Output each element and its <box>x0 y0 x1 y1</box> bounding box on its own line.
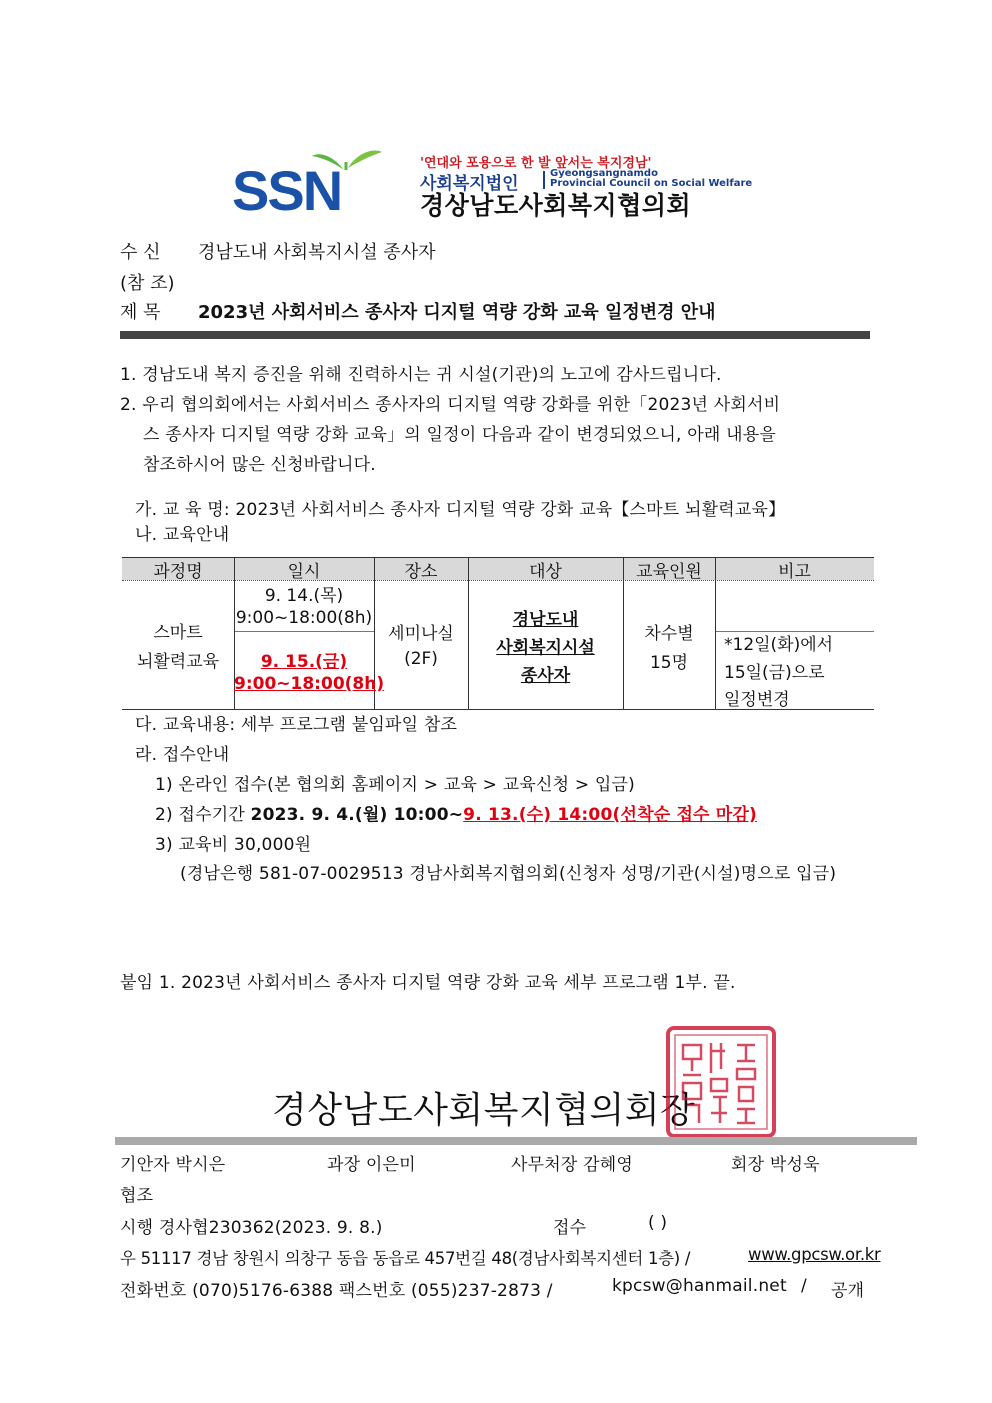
sub-item-2-start: 2023. 9. 4.(월) 10:00~ <box>250 805 464 825</box>
phone-fax: 전화번호 (070)5176-6388 팩스번호 (055)237-2873 / <box>120 1281 553 1301</box>
paragraph-2-line2: 스 종사자 디지털 역량 강화 교육」의 일정이 다음과 같이 변경되었으니, 아래 내용을 <box>143 425 776 445</box>
ssn-logo <box>232 148 394 216</box>
target-line3: 종사자 <box>520 666 571 686</box>
paragraph-2-line1: 2. 우리 협의회에서는 사회서비스 종사자의 디지털 역량 강화를 위한「2023년 사회서비 <box>120 395 781 415</box>
reference-label: (참 조) <box>120 273 175 294</box>
subject: 2023년 사회서비스 종사자 디지털 역량 강화 교육 일정변경 안내 <box>198 302 716 323</box>
bank-info: (경남은행 581-07-0029513 경남사회복지협의회(신청자 성명/기관(시설)명으로 입금) <box>180 864 837 884</box>
enforcement: 시행 경사협230362(2023. 9. 8.) <box>120 1218 383 1238</box>
drafter: 기안자 박시은 <box>120 1155 226 1175</box>
secretary-general: 사무처장 감혜영 <box>511 1155 633 1175</box>
manager: 과장 이은미 <box>327 1155 416 1175</box>
receipt-blank: ( ) <box>648 1213 668 1233</box>
recipient-label: 수 신 <box>120 242 161 263</box>
date-original: 9. 14.(목) <box>264 586 344 606</box>
note-line1: *12일(화)에서 <box>724 635 834 655</box>
sub-item-2-end: 9. 13.(수) 14:00(선착순 접수 마감) <box>463 805 758 825</box>
recipient: 경남도내 사회복지시설 종사자 <box>198 242 436 263</box>
signature-title: 경상남도사회복지협의회장 <box>272 1090 696 1131</box>
header-note: 비고 <box>778 562 811 582</box>
note-line3: 일정변경 <box>724 690 790 710</box>
official-seal <box>665 1025 777 1139</box>
attachment: 붙임 1. 2023년 사회서비스 종사자 디지털 역량 강화 교육 세부 프로그램 1부. 끝. <box>120 973 736 993</box>
note-line2: 15일(금)으로 <box>724 663 825 683</box>
receipt-label: 접수 <box>553 1218 587 1238</box>
header-place: 장소 <box>404 562 438 582</box>
sub-item-1: 1) 온라인 접수(본 협의회 홈페이지 > 교육 > 교육신청 > 입금) <box>155 775 635 795</box>
place-line2: (2F) <box>404 649 438 669</box>
logo-text: SSN <box>232 159 342 216</box>
slogan: '연대와 포용으로 한 발 앞서는 복지경남' <box>420 156 652 171</box>
paragraph-2-line3: 참조하시어 많은 신청바랍니다. <box>143 455 376 475</box>
capacity-line2: 15명 <box>649 653 689 673</box>
address: 우 51117 경남 창원시 의창구 동읍 동읍로 457번길 48(경남사회복지센터 1층) / <box>120 1249 691 1268</box>
time-original: 9:00~18:00(8h) <box>235 608 373 628</box>
title-rule <box>120 331 870 339</box>
disclosure-sep: / <box>801 1276 807 1296</box>
item-ga: 가. 교 육 명: 2023년 사회서비스 종사자 디지털 역량 강화 교육【스마트 뇌활력교육】 <box>135 500 786 520</box>
english-name-line1: Gyeongsangnamdo <box>550 168 658 179</box>
disclosure: 공개 <box>831 1281 865 1301</box>
cooperation: 협조 <box>120 1186 154 1206</box>
corp-label: 사회복지법인 <box>420 174 519 194</box>
sub-item-3: 3) 교육비 30,000원 <box>155 835 312 855</box>
english-name-line2: Provincial Council on Social Welfare <box>550 178 753 189</box>
course-line2: 뇌활력교육 <box>136 652 220 672</box>
org-name: 경상남도사회복지협의회 <box>420 191 692 220</box>
president: 회장 박성욱 <box>731 1155 820 1175</box>
date-changed: 9. 15.(금) <box>260 652 348 672</box>
email: kpcsw@hanmail.net <box>612 1276 787 1296</box>
item-ra: 라. 접수안내 <box>135 745 230 765</box>
website-link[interactable]: www.gpcsw.or.kr <box>748 1245 881 1264</box>
place-line1: 세미나실 <box>388 624 454 644</box>
signature-rule <box>115 1137 917 1145</box>
capacity-line1: 차수별 <box>644 624 694 644</box>
paragraph-1: 1. 경남도내 복지 증진을 위해 진력하시는 귀 시설(기관)의 노고에 감사드립니다. <box>120 365 722 385</box>
item-na: 나. 교육안내 <box>135 525 230 545</box>
sub-item-2-prefix: 2) 접수기간 <box>155 805 251 825</box>
header-capacity: 교육인원 <box>636 562 702 582</box>
target-line2: 사회복지시설 <box>496 638 595 658</box>
schedule-table <box>122 557 874 710</box>
item-da: 다. 교육내용: 세부 프로그램 붙임파일 참조 <box>135 715 458 735</box>
sub-item-2 <box>155 800 757 825</box>
header-course: 과정명 <box>153 562 203 582</box>
course-line1: 스마트 <box>153 623 203 643</box>
target-line1: 경남도내 <box>512 610 579 630</box>
header-target: 대상 <box>529 562 562 582</box>
time-changed: 9:00~18:00(8h) <box>234 674 385 694</box>
header-datetime: 일시 <box>287 562 321 582</box>
subject-label: 제 목 <box>120 302 161 323</box>
